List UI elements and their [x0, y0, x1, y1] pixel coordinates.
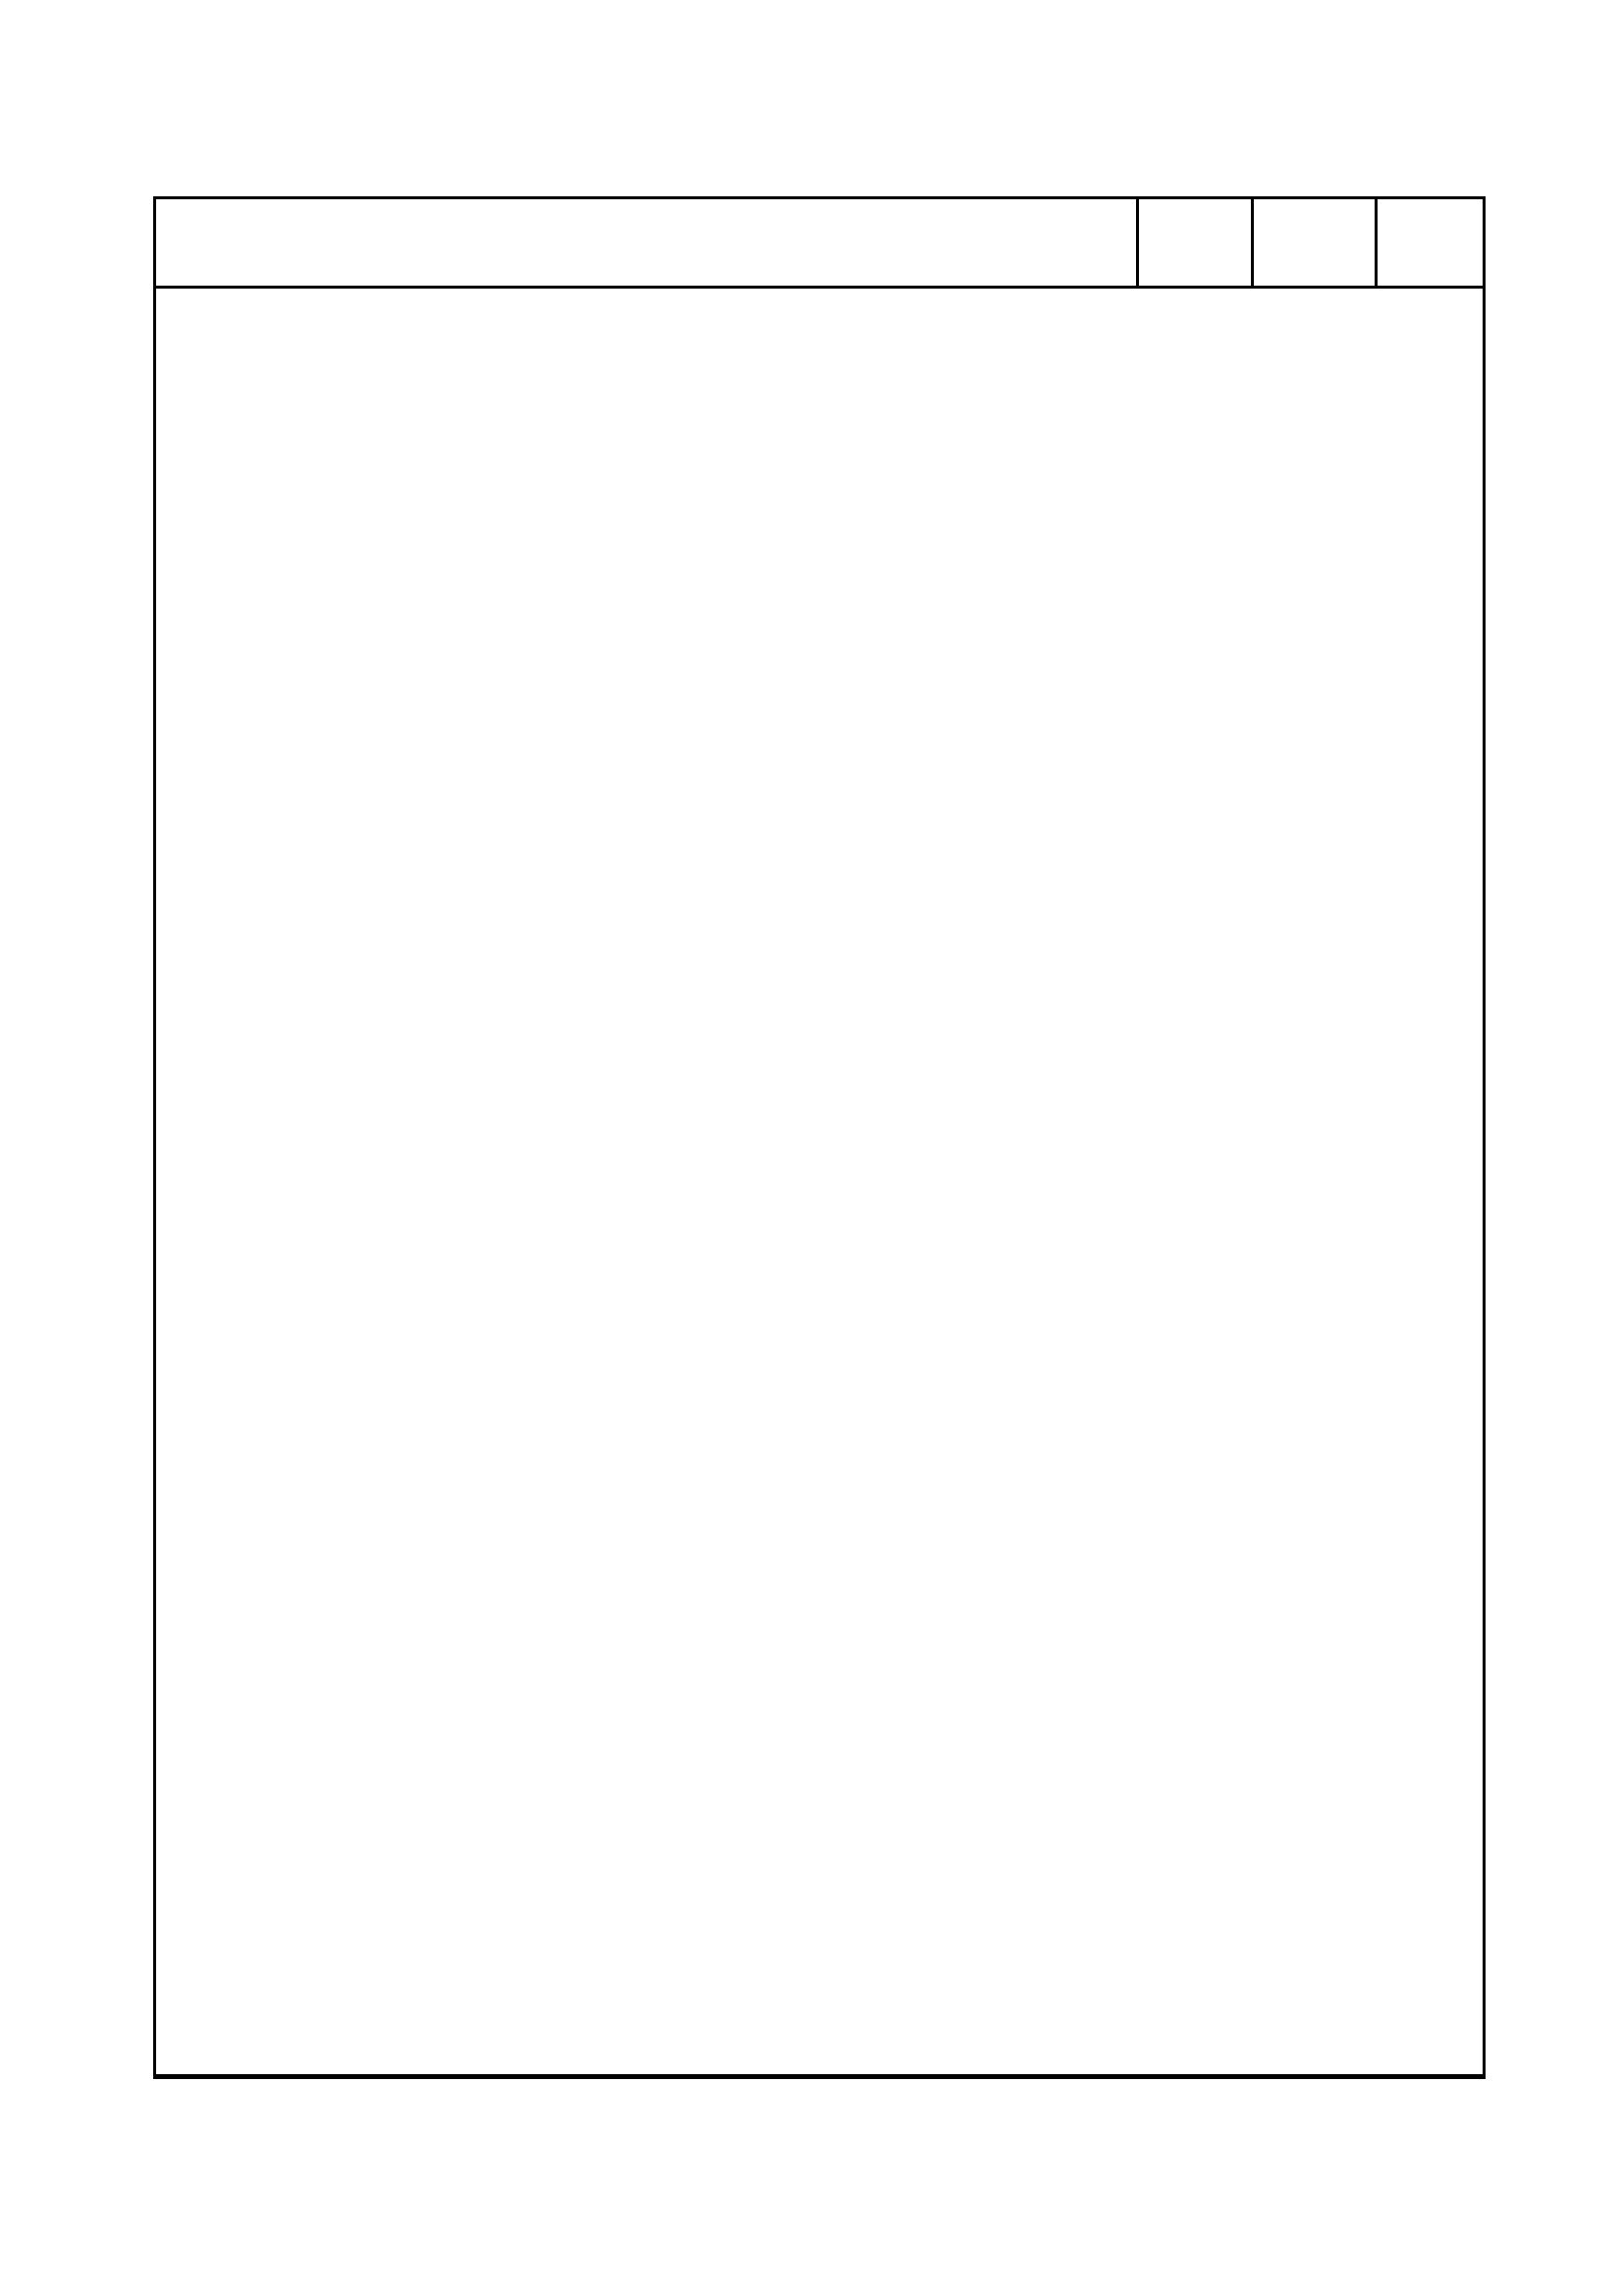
column-header-mag-in-se — [1375, 199, 1483, 286]
table-header-title — [156, 199, 1136, 286]
column-header-moet-in-se — [1251, 199, 1375, 286]
table-header-row — [156, 199, 1483, 289]
exam-table — [153, 196, 1486, 2079]
column-header-in-ce — [1136, 199, 1251, 286]
table-body — [156, 289, 1483, 2074]
